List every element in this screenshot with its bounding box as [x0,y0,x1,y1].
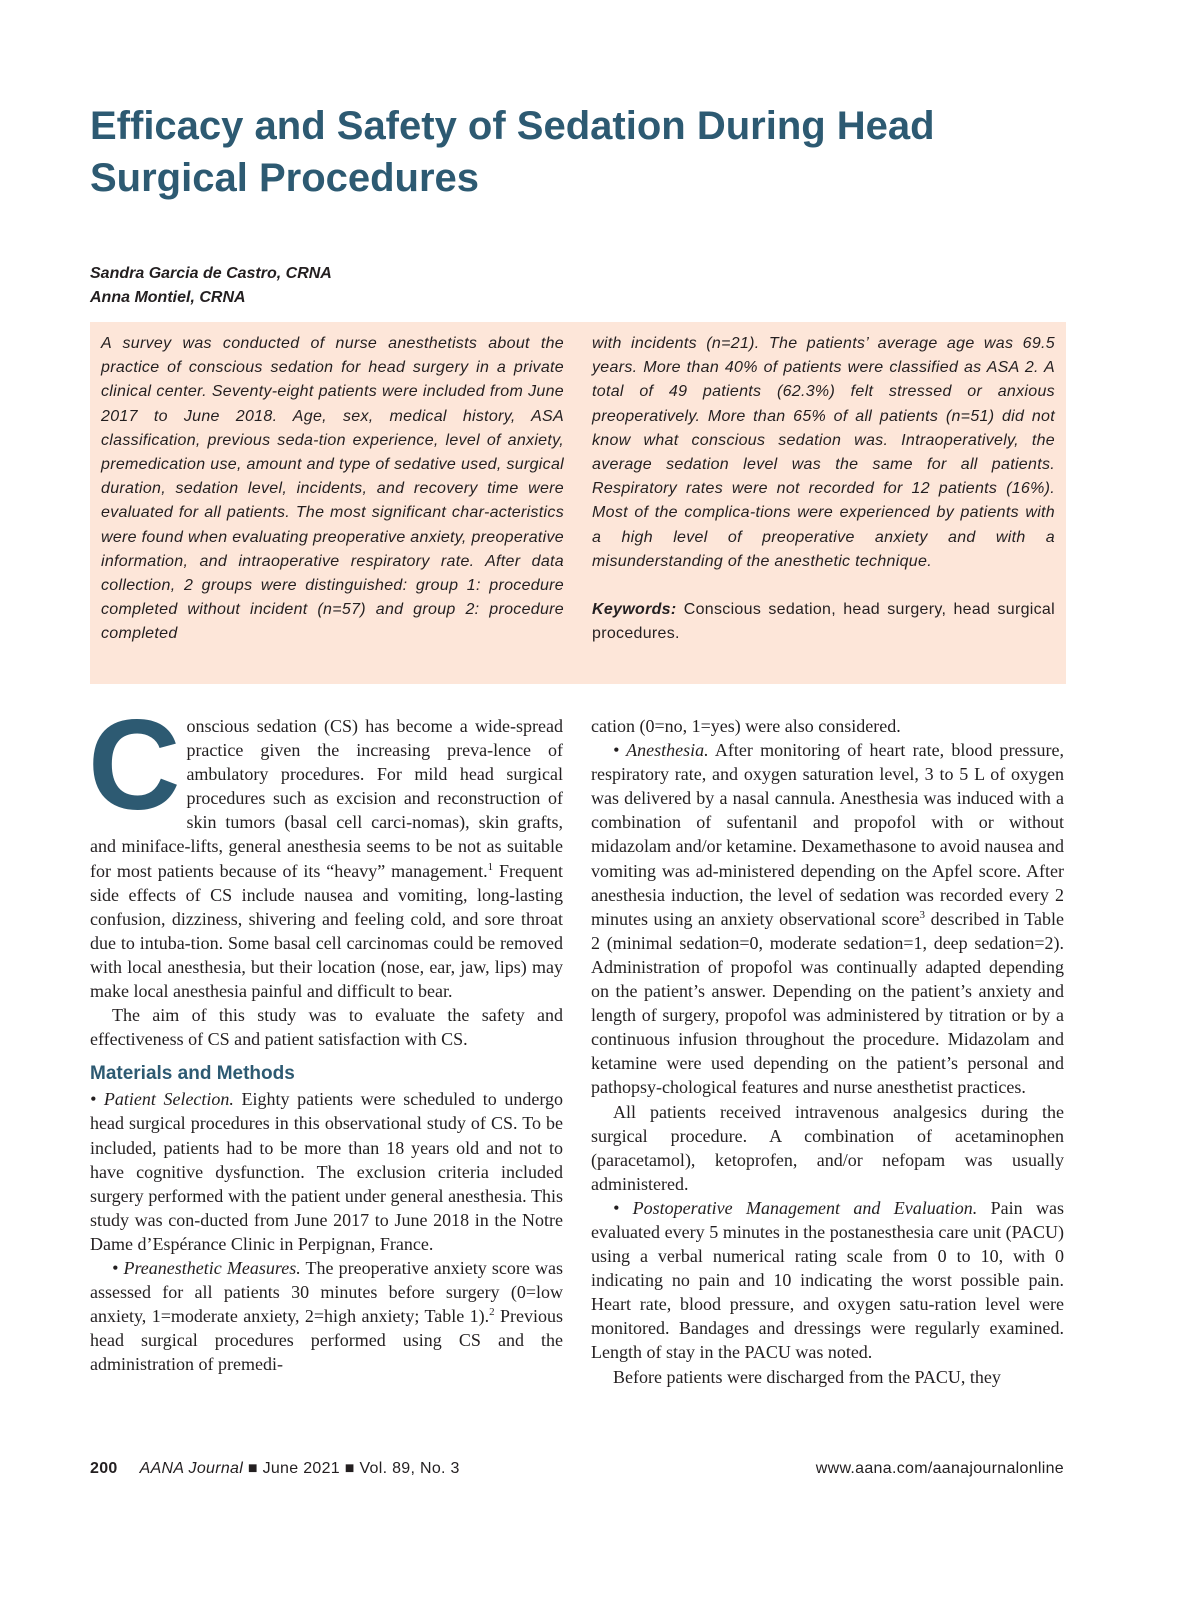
reference-2: 2 [489,1306,495,1319]
page-number: 200 [90,1460,118,1477]
abstract-column-left [101,332,564,684]
abstract-text: with incidents (n=21). The patients’ average age was 69.5 years. More than 40% of patients were classified as ASA 2. A total of 49 patients (62.3%) felt stressed or anxious preoperatively. More than 65% of all patients (n=51) did not know what conscious sedation was. Intraoperatively, the average sedation level was the same for all patients. Respiratory rates were not recorded for 12 patients (16%). Most of the complica-tions were experienced by patients with a high level of preoperative anxiety and with a misunderstanding of the anesthetic technique. [592,335,1055,570]
paragraph-text: Pain was evaluated every 5 minutes in the postanesthesia care unit (PACU) using a verbal numerical rating scale from 0 to 10, with 0 indicating no pain and 10 indicating the worst possible pain. Heart rate, blood pressure, and oxygen satu-ration level were monitored. Bandages and dressings were regularly examined. Length of stay in the PACU was noted. [591,1197,1064,1363]
intro-paragraph [88,694,563,1003]
keywords-label: Keywords: [592,601,677,619]
abstract-column-right [592,332,1055,684]
run-in-heading: • Patient Selection. [90,1089,234,1110]
patient-selection-paragraph [90,1087,563,1256]
paragraph-text: Eighty patients were scheduled to undergo head surgical procedures in this observational study of CS. To be included, patients had to be more than 18 years old and not to have cognitive dysfunction. The exclusion criteria included surgery performed with the patient under general anesthesia. This study was con-ducted from June 2017 to June 2018 in the Notre Dame d’Espérance Clinic in Perpignan, France. [90,1089,563,1254]
keywords [592,598,1055,646]
paragraph-text-cont: Previous head surgical procedures performed using CS and the administration of premedi- [90,1306,563,1375]
paragraph-text-cont: described in Table 2 (minimal sedation=0, moderate sedation=1, deep sedation=2). Administration of propofol was continually adapted depending on the patient’s answer. Depending on the patient’s anxiety and length of surgery, propofol was administered by titration or by a continuous infusion throughout the procedure. Midazolam and ketamine were used depending on the patient’s personal and pathopsy-chological features and nurse anesthetist practices. [591,908,1064,1098]
discharge-paragraph: Before patients were discharged from the PACU, they [613,1366,1001,1387]
body-column-left [88,694,564,1376]
body-column-right [591,714,1064,1389]
author: Sandra Garcia de Castro, CRNA [90,265,332,282]
paragraph-text: The preoperative anxiety score was assessed for all patients 30 minutes before surgery (0=low anxiety, 1=moderate anxiety, 2=high anxiety; Table 1). [90,1257,564,1327]
article-title: Efficacy and Safety of Sedation During Head Surgical Procedures [90,104,935,200]
paragraph-text: After monitoring of heart rate, blood pressure, respiratory rate, and oxygen saturation level, 3 to 5 L of oxygen was delivered by a nasal cannula. Anesthesia was induced with a combination of sufentanil and propofol with or without midazolam and/or ketamine. Dexamethasone to avoid nausea and vomiting was ad-ministered depending on the Apfel score. After anesthesia induction, the level of sedation was recorded every 2 minutes using an anxiety observational score [591,740,1064,929]
drop-cap: C [88,694,181,837]
intro-text: onscious sedation (CS) has become a wide-spread practice given the increasing preva-lence of ambulatory procedures. For mild head surgical procedures such as excision and reconstruction of skin tumors (basal cell carci-nomas), skin grafts, and miniface-lifts, general anesthesia seems to be not as suitable for most patients because of its “heavy” management. [90,716,563,881]
abstract-text: A survey was conducted of nurse anesthetists about the practice of conscious sedation for head surgery in a private clinical center. Seventy-eight patients were included from June 2017 to June 2018. Age, sex, medical history, ASA classification, previous seda-tion experience, level of anxiety, premedication use, amount and type of sedative used, surgical duration, sedation level, incidents, and recovery time were evaluated for all patients. The most significant char-acteristics were found when evaluating preoperative anxiety, preoperative information, and intraoperative respiratory rate. After data collection, 2 groups were distinguished: group 1: procedure completed without incident (n=57) and group 2: procedure completed [101,335,564,643]
continued-paragraph: cation (0=no, 1=yes) were also considered. [591,716,901,736]
aim-paragraph: The aim of this study was to evaluate the safety and effectiveness of CS and patient satisfaction with CS. [90,1005,563,1050]
page-footer [90,1460,1064,1478]
run-in-heading: • Preanesthetic Measures. [112,1257,301,1278]
section-heading-methods: Materials and Methods [90,1063,295,1085]
run-in-heading: • Postoperative Management and Evaluation. [613,1197,978,1218]
run-in-heading: • Anesthesia. [613,740,709,761]
reference-3: 3 [919,908,926,921]
author-list [90,262,690,310]
author: Anna Montiel, CRNA [90,289,246,306]
issue-info: ■ June 2021 ■ Vol. 89, No. 3 [243,1460,460,1477]
keywords-text: Conscious sedation, head surgery, head surgical procedures. [592,601,1055,643]
reference-1: 1 [487,860,494,873]
postoperative-paragraph [591,1196,1064,1365]
journal-url: www.aana.com/aanajournalonline [815,1460,1064,1477]
preanesthetic-paragraph [90,1256,563,1376]
intro-text-cont: Frequent side effects of CS include nausea and vomiting, long-lasting confusion, dizziness, shivering and feeling cold, and sore throat due to intuba-tion. Some basal cell carcinomas could be removed with local anesthesia, but their location (nose, ear, jaw, lips) may make local anesthesia painful and difficult to bear. [90,860,563,1002]
journal-name: AANA Journal [139,1460,244,1477]
abstract-box [90,322,1066,684]
footer-left [90,1460,460,1478]
anesthesia-paragraph [591,738,1064,1099]
analgesics-paragraph: All patients received intravenous analgesics during the surgical procedure. A combination of acetaminophen (paracetamol), ketoprofen, and/or nefopam was usually administered. [591,1101,1064,1194]
